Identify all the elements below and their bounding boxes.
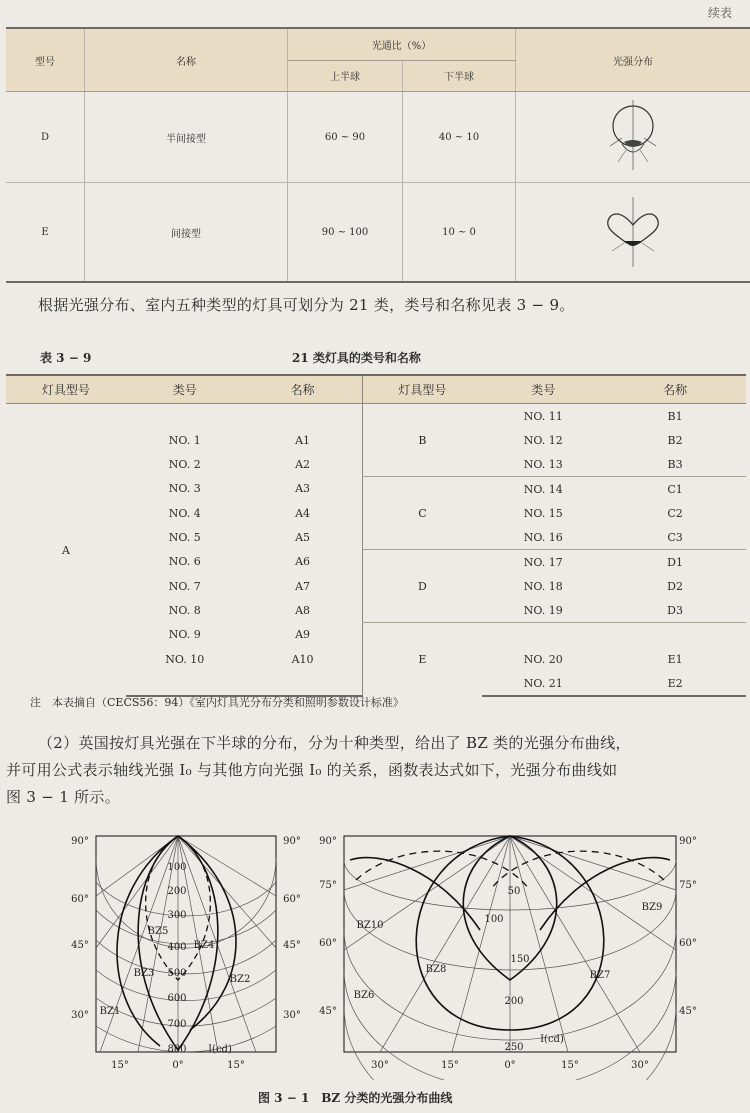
th-class-no-left: 类号 [126, 375, 244, 404]
class-no: NO. 16 [482, 525, 604, 550]
class-name: A8 [295, 603, 311, 617]
class-name: D3 [604, 598, 746, 623]
unit-label: I(cd) [208, 1044, 232, 1055]
radial-label: 50 [507, 886, 521, 897]
class-no: NO. 7 [168, 579, 201, 593]
empty-cell [482, 623, 604, 648]
class-name: A6 [295, 555, 311, 569]
th-luminaire-type-right: 灯具型号 [362, 375, 482, 404]
angle-label: 75° [319, 880, 337, 891]
table-label: 表 3 − 9 [40, 351, 92, 365]
class-name: A3 [295, 482, 311, 496]
class-no: NO. 14 [523, 482, 563, 496]
class-no: NO. 4 [168, 506, 201, 520]
curve-label: BZ4 [193, 940, 215, 951]
class-name: D1 [667, 555, 683, 569]
paragraph-bz-line-1: （2）英国按灯具光强在下半球的分布，分为十种类型，给出了 BZ 类的光强分布曲线， [38, 734, 631, 752]
radial-label: 200 [167, 886, 187, 897]
right-polar-plot [319, 836, 697, 1080]
th-ratio: 光通比（%） [288, 28, 516, 60]
class-name: B3 [604, 452, 746, 477]
cell-type: E [6, 183, 85, 283]
cell-name: 半间接型 [85, 92, 288, 183]
radial-label: 250 [504, 1042, 524, 1053]
bz-distribution-figure [60, 830, 700, 1080]
angle-label: 60° [679, 938, 697, 949]
class-name: A10 [291, 652, 314, 666]
table-row [6, 183, 750, 283]
table-title: 21 类灯具的类号和名称 [292, 351, 421, 365]
th-upper: 上半球 [288, 60, 403, 92]
radial-label: 800 [167, 1044, 187, 1055]
th-name: 名称 [85, 28, 288, 92]
left-polar-plot [71, 836, 301, 1071]
class-no: NO. 2 [168, 457, 201, 471]
angle-label: 30° [631, 1060, 649, 1071]
radial-label: 400 [167, 942, 187, 953]
angle-label: 90° [71, 836, 89, 847]
class-no: NO. 5 [168, 530, 201, 544]
angle-label: 45° [71, 940, 89, 951]
th-class-no-right: 类号 [482, 375, 604, 404]
class-no: NO. 1 [168, 433, 201, 447]
angle-label: 15° [561, 1060, 579, 1071]
class-name: D2 [667, 579, 683, 593]
th-name-right: 名称 [604, 375, 746, 404]
curve-label: BZ3 [133, 968, 155, 979]
cell-upper: 90 ~ 100 [288, 183, 403, 283]
indirect-distribution-diagram [516, 183, 750, 283]
angle-label: 90° [283, 836, 301, 847]
type-B: B [362, 404, 482, 477]
radial-label: 600 [167, 993, 187, 1004]
class-no: NO. 17 [523, 555, 563, 569]
cell-type: D [6, 92, 85, 183]
angle-label: 60° [283, 894, 301, 905]
class-name: C2 [667, 506, 683, 520]
empty-cell [604, 623, 746, 648]
th-distribution: 光强分布 [516, 28, 750, 92]
radial-label: 100 [167, 862, 187, 873]
curve-label: BZ2 [229, 974, 251, 985]
curve-label: BZ8 [425, 964, 447, 975]
radial-label: 150 [510, 954, 530, 965]
class-name: A2 [295, 457, 311, 471]
figure-caption: 图 3 − 1 BZ 分类的光强分布曲线 [258, 1091, 453, 1105]
paragraph-bz-line-3: 图 3 − 1 所示。 [6, 788, 121, 806]
curve-label: BZ6 [353, 990, 375, 1001]
light-distribution-table [6, 27, 750, 283]
empty-cell [244, 404, 362, 429]
cell-name: 间接型 [85, 183, 288, 283]
th-luminaire-type-left: 灯具型号 [6, 375, 126, 404]
unit-label: I(cd) [540, 1034, 564, 1045]
class-no: NO. 13 [482, 452, 604, 477]
th-lower: 下半球 [403, 60, 516, 92]
empty-cell [126, 404, 244, 429]
angle-label: 90° [679, 836, 697, 847]
class-no: NO. 18 [523, 579, 563, 593]
empty-cell [244, 671, 362, 696]
type-C: C [362, 477, 482, 550]
class-name: B1 [667, 409, 683, 423]
radial-label: 700 [167, 1019, 187, 1030]
semi-indirect-distribution-diagram [516, 92, 750, 183]
angle-label: 75° [679, 880, 697, 891]
class-name: A4 [295, 506, 311, 520]
class-no: NO. 19 [482, 598, 604, 623]
angle-label: 30° [371, 1060, 389, 1071]
angle-label: 15° [111, 1060, 129, 1071]
angle-label: 60° [71, 894, 89, 905]
table-row [6, 404, 746, 429]
angle-label: 90° [319, 836, 337, 847]
class-no: NO. 20 [523, 652, 563, 666]
table-note: 注 本表摘自（CECS56：94）《室内灯具光分布分类和照明参数设计标准》 [30, 696, 404, 709]
radial-label: 500 [167, 968, 187, 979]
cell-lower: 10 ~ 0 [403, 183, 516, 283]
class-name: C3 [604, 525, 746, 550]
angle-label: 60° [319, 938, 337, 949]
th-name-left: 名称 [244, 375, 362, 404]
class-no: NO. 15 [523, 506, 563, 520]
angle-label: 30° [283, 1010, 301, 1021]
th-type: 型号 [6, 28, 85, 92]
class-no: NO. 11 [523, 409, 563, 423]
type-D: D [362, 550, 482, 623]
class-name: A5 [295, 530, 311, 544]
class-no: NO. 21 [482, 671, 604, 696]
cell-lower: 40 ~ 10 [403, 92, 516, 183]
table-row [6, 92, 750, 183]
class-no: NO. 3 [168, 482, 201, 496]
class-no: NO. 6 [168, 555, 201, 569]
angle-label: 0° [504, 1060, 516, 1071]
type-E: E [362, 623, 482, 697]
class-no: NO. 12 [523, 433, 563, 447]
continued-label: 续表 [707, 6, 732, 20]
class-no: NO. 10 [165, 652, 205, 666]
class-no: NO. 9 [168, 628, 201, 642]
class-name: E2 [604, 671, 746, 696]
curve-label: BZ1 [99, 1006, 121, 1017]
class-name: C1 [667, 482, 683, 496]
class-name: A9 [295, 628, 311, 642]
angle-label: 45° [283, 940, 301, 951]
radial-label: 200 [504, 996, 524, 1007]
curve-label: BZ7 [589, 970, 611, 981]
angle-label: 45° [679, 1006, 697, 1017]
curve-label: BZ10 [356, 920, 384, 931]
radial-label: 300 [167, 910, 187, 921]
luminaire-class-table [6, 374, 746, 697]
class-name: E1 [667, 652, 683, 666]
angle-label: 15° [227, 1060, 245, 1071]
angle-label: 0° [172, 1060, 184, 1071]
paragraph-bz-line-2: 并可用公式表示轴线光强 I₀ 与其他方向光强 I₀ 的关系，函数表达式如下，光强分布曲线如 [6, 761, 618, 779]
empty-cell [126, 671, 244, 696]
paragraph-classification: 根据光强分布、室内五种类型的灯具可划分为 21 类，类号和名称见表 3 − 9。 [38, 296, 575, 314]
angle-label: 30° [71, 1010, 89, 1021]
curve-label: BZ9 [641, 902, 663, 913]
cell-upper: 60 ~ 90 [288, 92, 403, 183]
class-no: NO. 8 [168, 603, 201, 617]
angle-label: 45° [319, 1006, 337, 1017]
class-name: B2 [667, 433, 683, 447]
angle-label: 15° [441, 1060, 459, 1071]
curve-label: BZ5 [147, 926, 169, 937]
type-A: A [61, 543, 70, 557]
class-name: A7 [295, 579, 311, 593]
class-name: A1 [295, 433, 311, 447]
radial-label: 100 [484, 914, 504, 925]
